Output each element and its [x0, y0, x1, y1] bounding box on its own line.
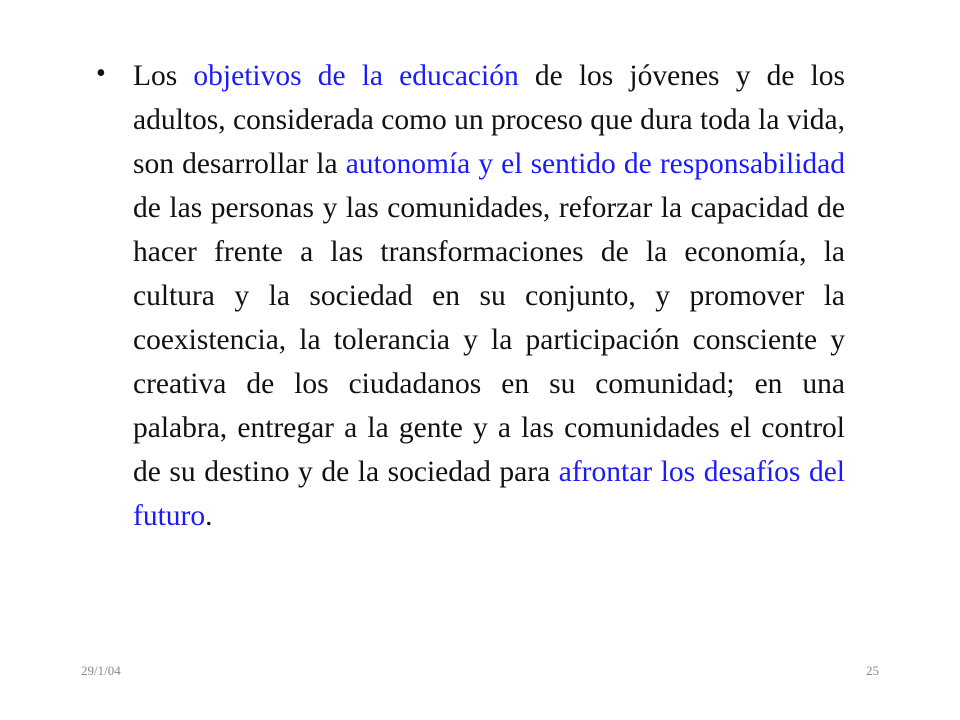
highlighted-phrase: objetivos de la educación: [193, 60, 519, 92]
page-number: 25: [866, 663, 879, 678]
footer-date: 29/1/04: [81, 663, 121, 678]
body-paragraph: [133, 54, 845, 538]
highlighted-phrase: autonomía y el sentido de responsabilidad: [345, 148, 845, 180]
bullet-item: [96, 54, 856, 538]
highlighted-phrase: afrontar los desafíos del futuro: [133, 456, 845, 532]
text-segment: Los: [133, 60, 194, 92]
bullet-icon: •: [96, 58, 106, 89]
text-segment: de las personas y las comunidades, reforzar la capacidad de hacer frente a las transformaciones de la economía, la cultura y la sociedad en su conjunto, y promover la coexistencia, la tolerancia y la participación consciente y creativa de los ciudadanos en su comunidad; en una palabra, entregar a la gente y a las comunidades el control de su destino y de la sociedad para: [133, 192, 845, 488]
text-segment: .: [205, 500, 213, 532]
text-segment: de los jóvenes y de los adultos, considerada como un proceso que dura toda la vida, son desarrollar la: [133, 60, 846, 180]
